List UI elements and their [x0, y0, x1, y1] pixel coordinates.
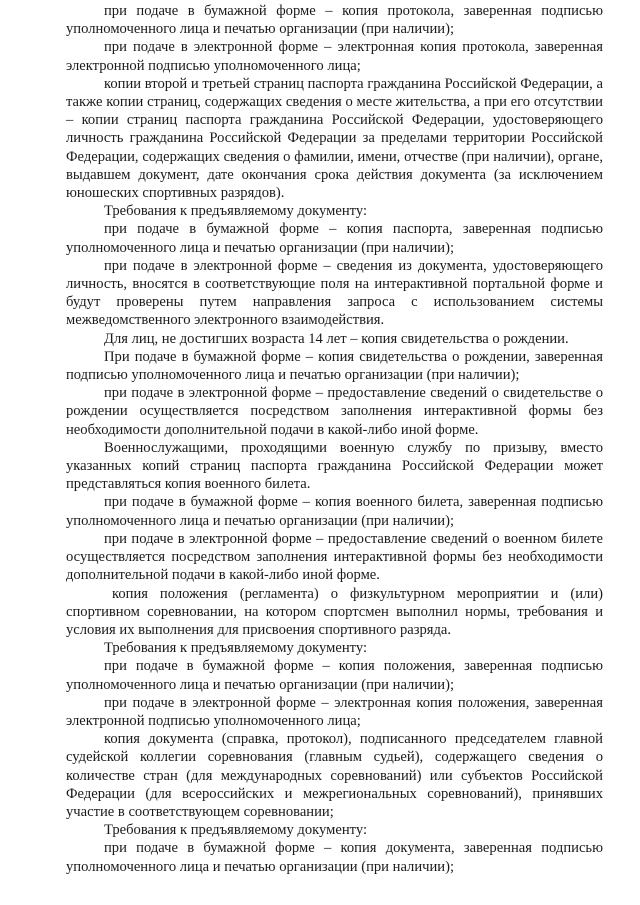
paragraph: Военнослужащими, проходящими военную службу по призыву, вместо указанных копий страниц паспорта гражданина Российской Федерации может представляться копия военного билета.	[66, 439, 603, 493]
paragraph: при подаче в бумажной форме – копия документа, заверенная подписью уполномоченного лица и печатью организации (при наличии);	[66, 840, 603, 875]
paragraph: копии второй и третьей страниц паспорта гражданина Российской Федерации, а также копии страниц, содержащих сведения о месте жительства, а при его отсутствии – копии страниц паспорта гражданина Российской Федерации, удостоверяющего личность гражданина Российской Федерации за пределами территории Российской Федерации, содержащих сведения о фамилии, имени, отчестве (при наличии), органе, выдавшем документ, дате окончания срока действия документа (за исключением юношеских спортивных разрядов).	[66, 75, 603, 202]
paragraph: Требования к предъявляемому документу:	[104, 203, 368, 220]
paragraph: при подаче в бумажной форме – копия паспорта, заверенная подписью уполномоченного лица и печатью организации (при наличии);	[66, 221, 603, 256]
paragraph: копия положения (регламента) о физкультурном мероприятии и (или) спортивном соревновании, на котором спортсмен выполнил нормы, требования и условия их выполнения для присвоения спортивного разряда.	[66, 585, 603, 638]
document-page	[66, 2, 603, 876]
paragraph: копия документа (справка, протокол), подписанного председателем главной судейской коллегии соревнования (главным судьей), содержащего сведения о количестве стран (для международных соревнований) или субъектов Российской Федерации (для всероссийских и межрегиональных соревнований), принявших участие в соответствующем соревновании;	[66, 731, 603, 820]
paragraph: при подаче в бумажной форме – копия протокола, заверенная подписью уполномоченного лица и печатью организации (при наличии);	[66, 3, 603, 38]
paragraph: Требования к предъявляемому документу:	[104, 640, 368, 657]
paragraph: при подаче в электронной форме – электронная копия протокола, заверенная электронной подписью уполномоченного лица;	[66, 39, 603, 74]
paragraph: Для лиц, не достигших возраста 14 лет – копия свидетельства о рождении.	[104, 330, 569, 347]
paragraph: при подаче в электронной форме – предоставление сведений о военном билете осуществляется посредством заполнения интерактивной формы без необходимости дополнительной подачи в какой-либо иной форме.	[66, 530, 603, 584]
paragraph: при подаче в бумажной форме – копия военного билета, заверенная подписью уполномоченного лица и печатью организации (при наличии);	[66, 494, 603, 529]
paragraph: при подаче в электронной форме – сведения из документа, удостоверяющего личность, вносятся в соответствующие поля на интерактивной портальной форме и будут проверены путем направления запроса с использованием системы межведомственного электронного взаимодействия.	[66, 257, 603, 329]
paragraph: При подаче в бумажной форме – копия свидетельства о рождении, заверенная подписью уполномоченного лица и печатью организации (при наличии);	[66, 348, 603, 384]
paragraph: при подаче в электронной форме – электронная копия положения, заверенная электронной подписью уполномоченного лица;	[66, 694, 603, 729]
paragraph: Требования к предъявляемому документу:	[104, 822, 368, 839]
paragraph: при подаче в электронной форме – предоставление сведений о свидетельстве о рождении осуществляется посредством заполнения интерактивной формы без необходимости дополнительной подачи в какой-либо иной форме.	[66, 385, 603, 438]
paragraph: при подаче в бумажной форме – копия положения, заверенная подписью уполномоченного лица и печатью организации (при наличии);	[66, 658, 603, 693]
